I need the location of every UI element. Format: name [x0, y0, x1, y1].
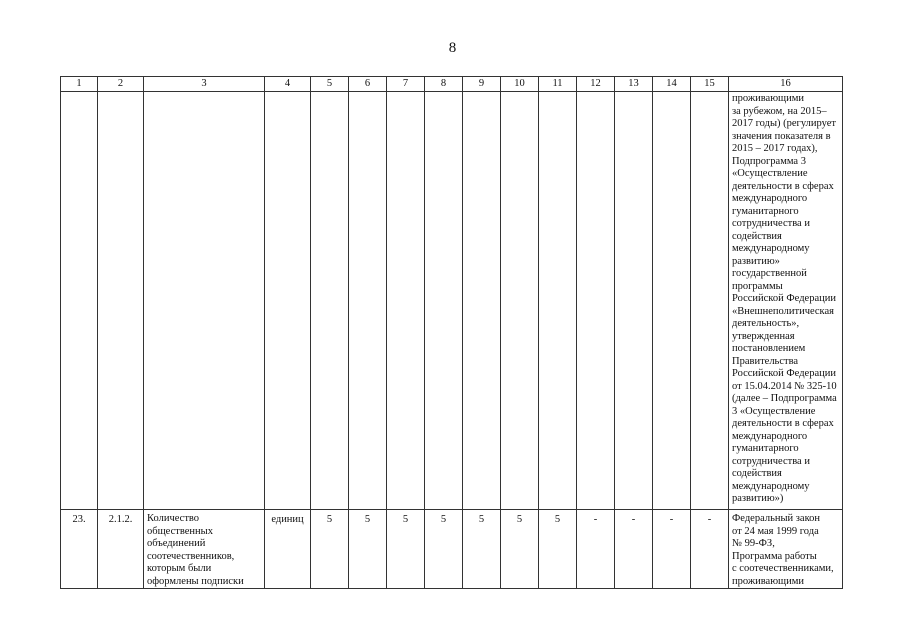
- table-cell: [463, 92, 501, 510]
- table-cell: [691, 92, 729, 510]
- header-cell-6: 6: [349, 77, 387, 92]
- header-cell-8: 8: [425, 77, 463, 92]
- value-cell: 5: [463, 510, 501, 589]
- legal-basis-cell: Федеральный закон от 24 мая 1999 года № 99-ФЗ, Программа работы с соотечественниками, проживающими: [729, 510, 843, 589]
- table-row-23: [61, 510, 843, 589]
- table-cell: [387, 92, 425, 510]
- table-row-continuation: [61, 92, 843, 510]
- header-row: [61, 77, 843, 92]
- value-cell: 5: [425, 510, 463, 589]
- header-cell-3: 3: [144, 77, 265, 92]
- indicator-name-cell: Количество общественных объединений соотечественников, которым были оформлены подписки: [144, 510, 265, 589]
- table-cell: [501, 92, 539, 510]
- table-cell: [61, 92, 98, 510]
- table-cell: [425, 92, 463, 510]
- legal-basis-cell: проживающими за рубежом, на 2015– 2017 годы) (регулирует значения показателя в 2015 – 2017 годах), Подпрограмма 3 «Осуществление деятельности в сферах международного гуманитарного сотрудничества и содействия международному развитию» государственной программы Российской Федерации «Внешнеполитическая деятельность», утвержденная постановлением Правительства Российской Федерации от 15.04.2014 № 325-10 (далее – Подпрограмма 3 «Осуществление деятельности в сферах международного гуманитарного сотрудничества и содействия международному развитию»): [729, 92, 843, 510]
- unit-cell: единиц: [265, 510, 311, 589]
- header-cell-1: 1: [61, 77, 98, 92]
- indicator-code-cell: 2.1.2.: [98, 510, 144, 589]
- table-cell: [539, 92, 577, 510]
- value-cell: 5: [539, 510, 577, 589]
- indicators-table: [60, 76, 843, 589]
- header-cell-4: 4: [265, 77, 311, 92]
- header-cell-16: 16: [729, 77, 843, 92]
- value-cell: 5: [501, 510, 539, 589]
- value-cell: 5: [387, 510, 425, 589]
- header-cell-13: 13: [615, 77, 653, 92]
- table-cell: [265, 92, 311, 510]
- table-cell: [98, 92, 144, 510]
- header-cell-11: 11: [539, 77, 577, 92]
- header-cell-10: 10: [501, 77, 539, 92]
- header-cell-9: 9: [463, 77, 501, 92]
- table-cell: [615, 92, 653, 510]
- header-cell-12: 12: [577, 77, 615, 92]
- table-cell: [311, 92, 349, 510]
- table-cell: [577, 92, 615, 510]
- table-cell: [349, 92, 387, 510]
- table-cell: [653, 92, 691, 510]
- header-cell-2: 2: [98, 77, 144, 92]
- value-cell: -: [615, 510, 653, 589]
- value-cell: -: [577, 510, 615, 589]
- value-cell: -: [653, 510, 691, 589]
- header-cell-7: 7: [387, 77, 425, 92]
- header-cell-14: 14: [653, 77, 691, 92]
- value-cell: 5: [349, 510, 387, 589]
- value-cell: -: [691, 510, 729, 589]
- row-number-cell: 23.: [61, 510, 98, 589]
- header-cell-15: 15: [691, 77, 729, 92]
- table-cell: [144, 92, 265, 510]
- header-cell-5: 5: [311, 77, 349, 92]
- value-cell: 5: [311, 510, 349, 589]
- page-number: 8: [448, 40, 457, 56]
